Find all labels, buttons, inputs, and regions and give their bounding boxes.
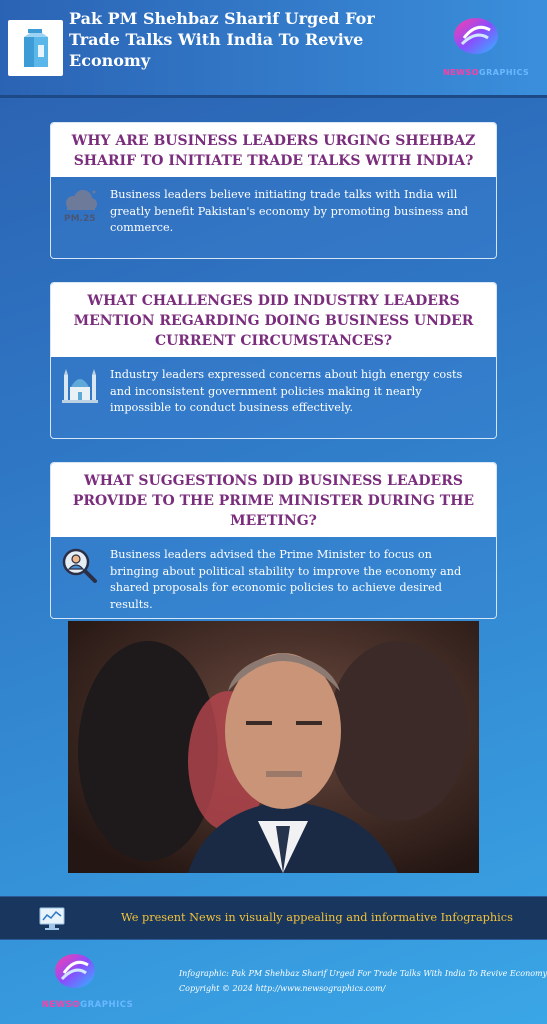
footer-copyright: Copyright © 2024 http://www.newsographics.com/ bbox=[179, 984, 386, 993]
pm25-label: PM.25 bbox=[64, 214, 96, 224]
header bbox=[0, 0, 547, 98]
mosque-icon bbox=[61, 367, 99, 405]
user-search-icon bbox=[61, 547, 99, 585]
footer-caption: Infographic: Pak PM Shehbaz Sharif Urged For Trade Talks With India To Revive Economy bbox=[179, 969, 547, 978]
pm25-cloud-icon bbox=[61, 187, 99, 225]
tagline-text: We present News in visually appealing and informative Infographics bbox=[121, 911, 513, 924]
answer-text: Business leaders believe initiating trade talks with India will greatly benefit Pakistan's economy by promoting business and commerce. bbox=[110, 188, 469, 234]
brand-name: NEWSOGRAPHICS bbox=[443, 68, 530, 77]
tagline-banner bbox=[0, 896, 547, 940]
footer-brand-name: NEWSOGRAPHICS bbox=[42, 1000, 134, 1010]
qa-card-2 bbox=[50, 282, 497, 439]
qa-card-1 bbox=[50, 122, 497, 259]
computer-monitor-icon bbox=[39, 907, 65, 931]
answer-text: Business leaders advised the Prime Minister to focus on bringing about political stability to improve the economy and shared proposals for economic policies to achieve desired results. bbox=[110, 548, 462, 611]
footer-newsographics-logo bbox=[48, 951, 102, 991]
answer-text: Industry leaders expressed concerns about high energy costs and inconsistent government policies making it nearly impossible to conduct business effectively. bbox=[110, 368, 463, 414]
answer-panel bbox=[51, 357, 496, 438]
shehbaz-sharif-photo bbox=[68, 621, 479, 873]
question-heading: WHAT SUGGESTIONS DID BUSINESS LEADERS PROVIDE TO THE PRIME MINISTER DURING THE MEETING? bbox=[51, 463, 496, 537]
qa-card-3 bbox=[50, 462, 497, 619]
question-heading: WHY ARE BUSINESS LEADERS URGING SHEHBAZ SHARIF TO INITIATE TRADE TALKS WITH INDIA? bbox=[51, 123, 496, 177]
milk-carton-icon bbox=[8, 20, 63, 76]
answer-panel bbox=[51, 537, 496, 618]
page-title: Pak PM Shehbaz Sharif Urged For Trade Talks With India To Revive Economy bbox=[69, 9, 375, 70]
question-heading: WHAT CHALLENGES DID INDUSTRY LEADERS MENTION REGARDING DOING BUSINESS UNDER CURRENT CIRCUMSTANCES? bbox=[51, 283, 496, 357]
answer-panel bbox=[51, 177, 496, 258]
newsographics-logo bbox=[446, 16, 506, 56]
